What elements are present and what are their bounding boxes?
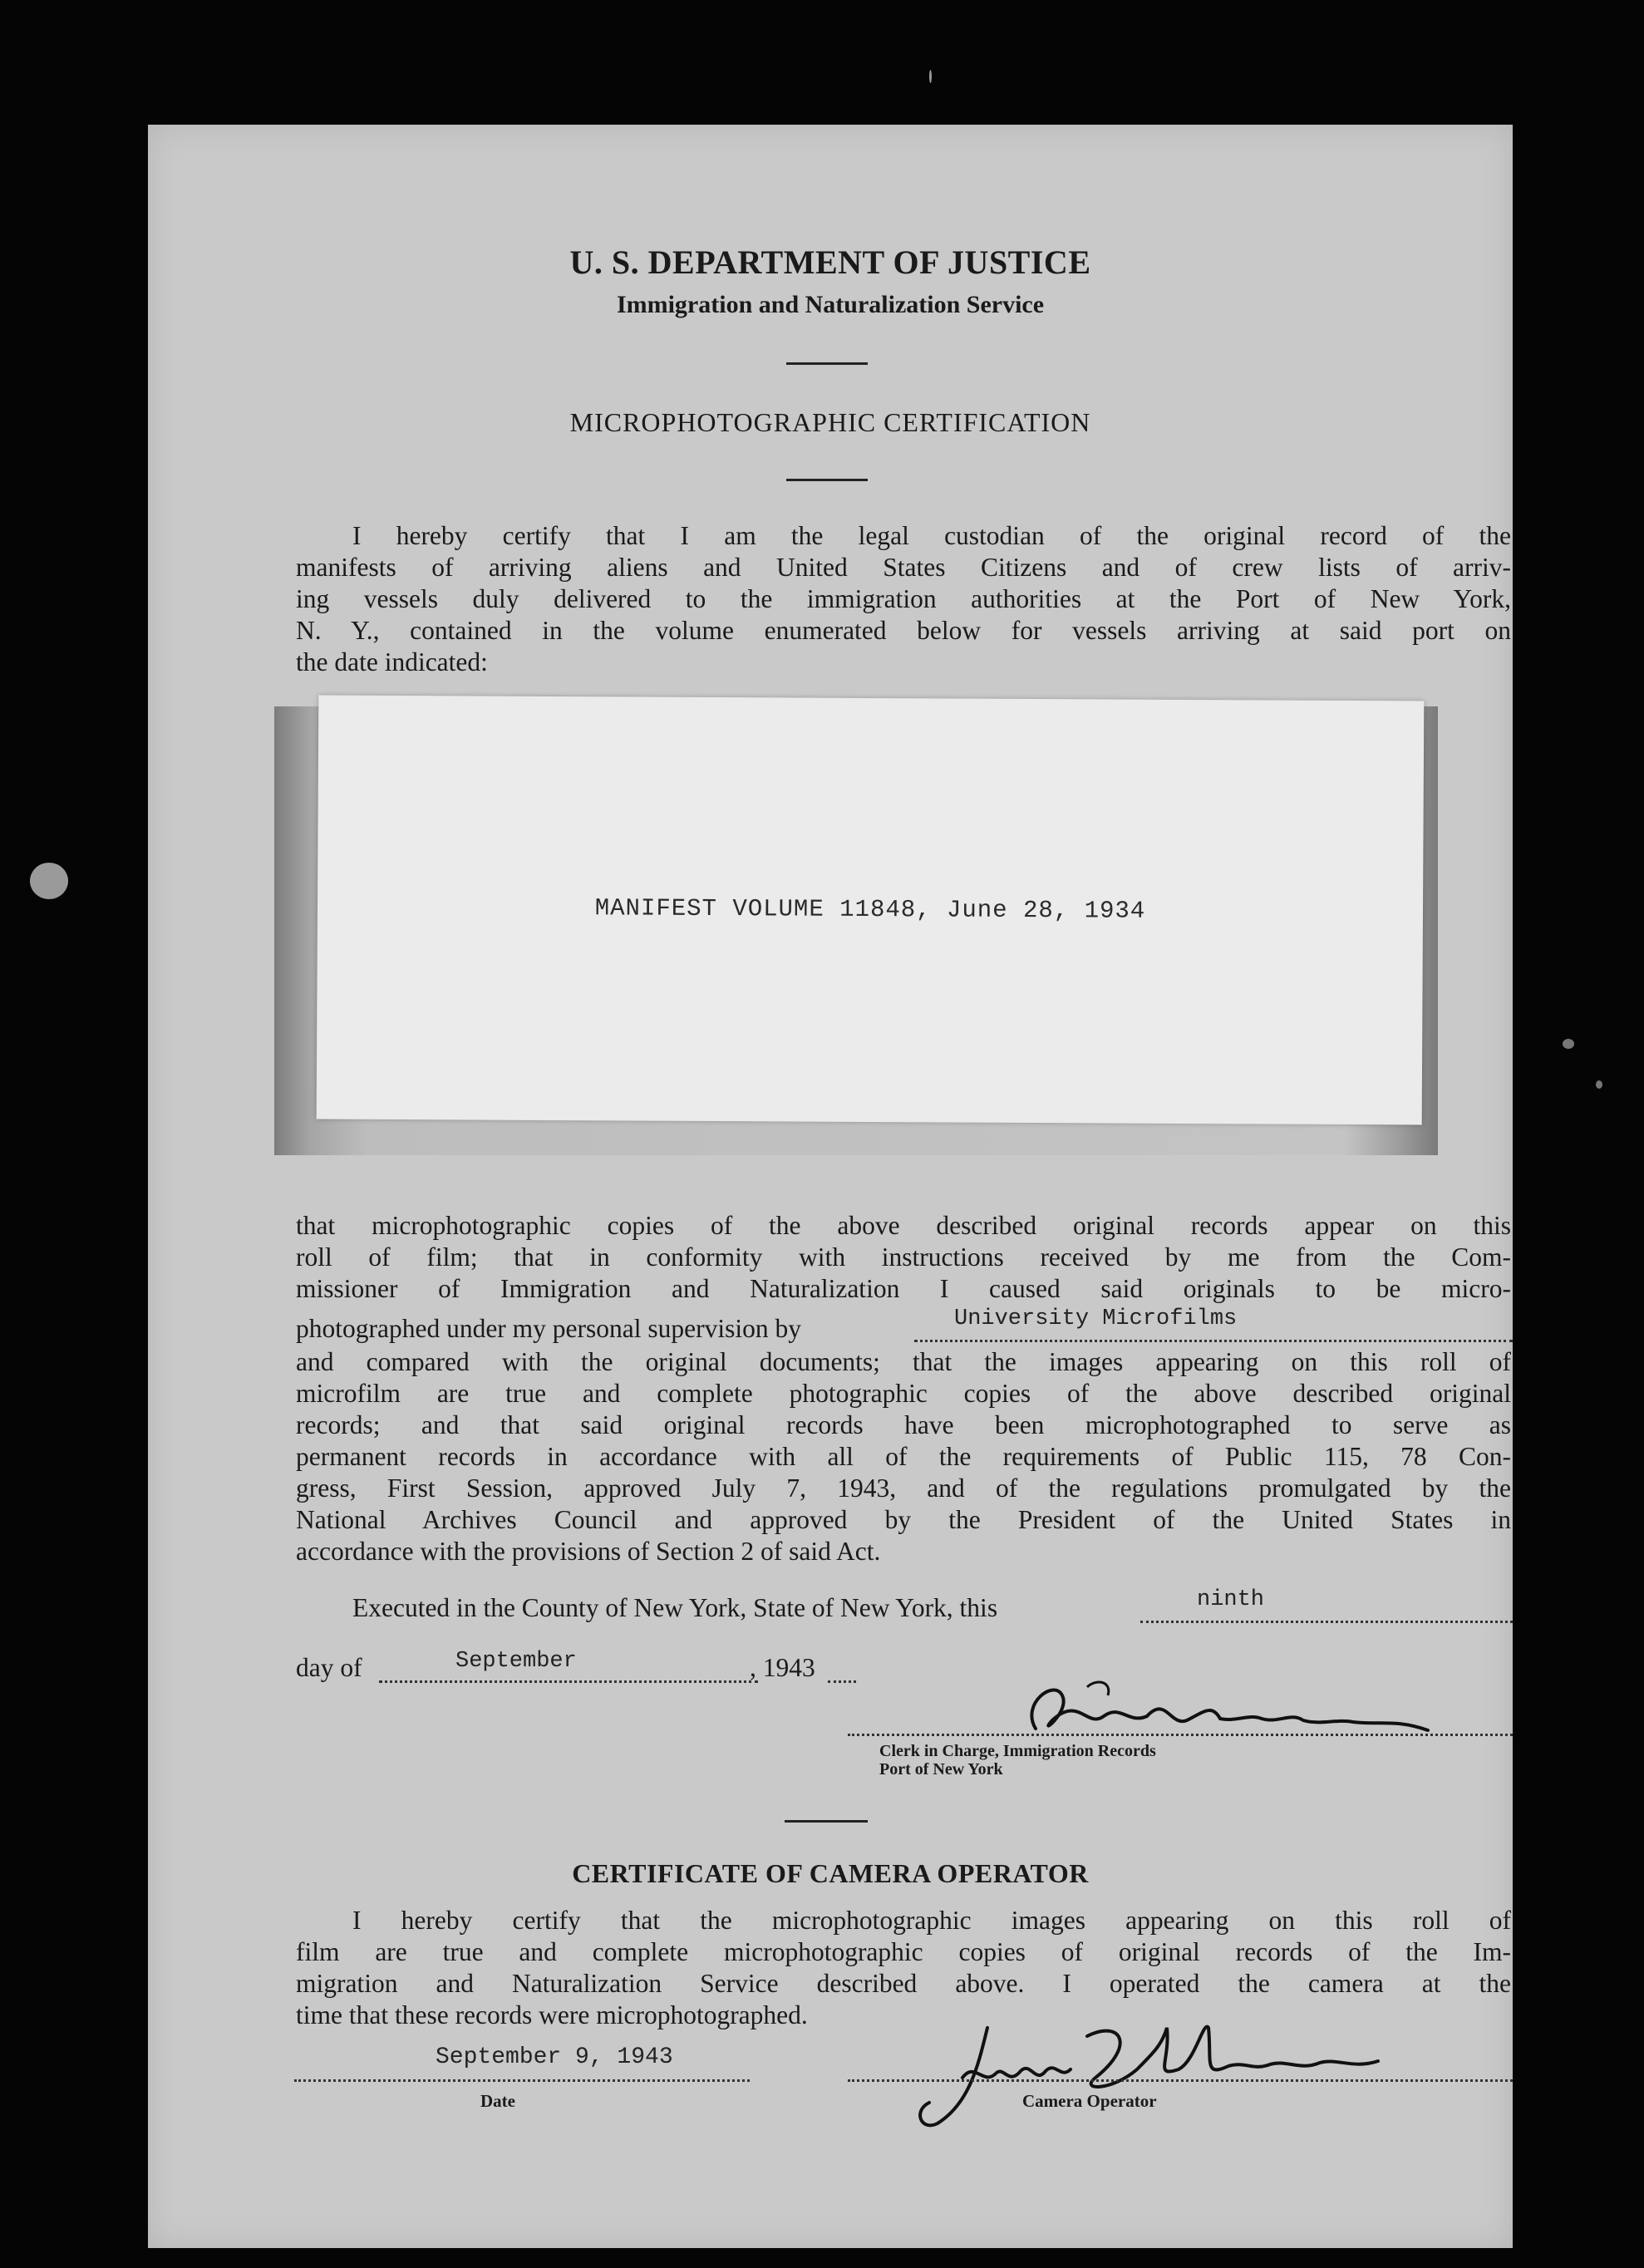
divider	[786, 479, 868, 481]
date-label: Date	[480, 2091, 515, 2111]
text-line: N. Y., contained in the volume enumerated below for vessels arriving at said port on	[296, 616, 1511, 645]
executed-line	[352, 1592, 1184, 1624]
camera-certificate-heading: CERTIFICATE OF CAMERA OPERATOR	[572, 1858, 1089, 1888]
clerk-title-line-2: Port of New York	[879, 1760, 1003, 1778]
month-dotted-line	[379, 1680, 758, 1683]
year-dotted-line	[828, 1680, 856, 1683]
text-line: ing vessels duly delivered to the immigration authorities at the Port of New York,	[296, 584, 1511, 613]
text-line: that microphotographic copies of the above described original records appear on this	[296, 1211, 1511, 1240]
text-line: permanent records in accordance with all of the requirements of Public 115, 78 Con-	[296, 1442, 1511, 1471]
intro-paragraph	[296, 520, 1511, 678]
text-line: and compared with the original documents; that the images appearing on this roll of	[296, 1347, 1511, 1376]
supervision-prefix: photographed under my personal supervision by	[296, 1314, 802, 1343]
date-dotted-line	[294, 2079, 750, 2082]
scan-artifact	[1596, 1080, 1602, 1089]
text-line: missioner of Immigration and Naturalization I caused said originals to be micro-	[296, 1274, 1511, 1303]
service-subheading: Immigration and Naturalization Service	[616, 291, 1045, 318]
manifest-inset-card	[317, 696, 1425, 1125]
operator-dotted-line	[848, 2079, 1513, 2082]
clerk-title-line-1: Clerk in Charge, Immigration Records	[879, 1742, 1156, 1760]
text-line: I hereby certify that I am the legal custodian of the original record of the	[352, 521, 1511, 550]
year-value: , 1943	[750, 1653, 815, 1682]
supervision-company: University Microfilms	[954, 1306, 1238, 1331]
day-dotted-line	[1140, 1621, 1513, 1623]
day-value: ninth	[1197, 1587, 1265, 1612]
text-line: roll of film; that in conformity with instructions received by me from the Com-	[296, 1242, 1511, 1272]
body-paragraph	[296, 1210, 1511, 1305]
scan-artifact	[30, 863, 68, 899]
body-paragraph-continued	[296, 1346, 1511, 1567]
text-line: accordance with the provisions of Section 2 of said Act.	[296, 1537, 881, 1566]
manifest-label: MANIFEST VOLUME 11848, June 28, 1934	[594, 894, 1146, 925]
text-line: migration and Naturalization Service described above. I operated the camera at the	[296, 1969, 1511, 1998]
department-heading: U. S. DEPARTMENT OF JUSTICE	[569, 244, 1091, 281]
text-line: records; and that said original records have been microphotographed to serve as	[296, 1410, 1511, 1439]
camera-operator-signature	[838, 2011, 1436, 2136]
text-line: National Archives Council and approved by the President of the United States in	[296, 1505, 1511, 1534]
executed-prefix: Executed in the County of New York, State of New York, this	[352, 1593, 998, 1622]
certificate-page	[148, 125, 1513, 2248]
text-line: the date indicated:	[296, 647, 488, 676]
text-line: time that these records were microphotographed.	[296, 2000, 808, 2029]
clerk-signature-line	[848, 1734, 1513, 1736]
supervision-dotted-line	[914, 1340, 1513, 1342]
text-line: manifests of arriving aliens and United States Citizens and of crew lists of arriv-	[296, 553, 1511, 582]
year-text	[750, 1652, 858, 1684]
camera-operator-label: Camera Operator	[1022, 2091, 1157, 2111]
text-line: microfilm are true and complete photographic copies of the above described original	[296, 1379, 1511, 1408]
form-title: MICROPHOTOGRAPHIC CERTIFICATION	[569, 407, 1091, 437]
text-line: I hereby certify that the microphotographic images appearing on this roll of	[352, 1906, 1511, 1935]
scan-artifact	[1563, 1039, 1574, 1049]
text-line: gress, First Session, approved July 7, 1943, and of the regulations promulgated by the	[296, 1473, 1511, 1503]
scan-artifact	[929, 70, 932, 83]
divider	[786, 362, 868, 365]
clerk-title	[879, 1742, 1156, 1778]
camera-date-value: September 9, 1943	[436, 2044, 673, 2070]
divider	[785, 1820, 868, 1823]
day-of-text: day of	[296, 1653, 362, 1682]
day-of-label	[296, 1652, 412, 1684]
month-value: September	[455, 1649, 577, 1674]
text-line: film are true and complete microphotographic copies of original records of the Im-	[296, 1937, 1511, 1966]
